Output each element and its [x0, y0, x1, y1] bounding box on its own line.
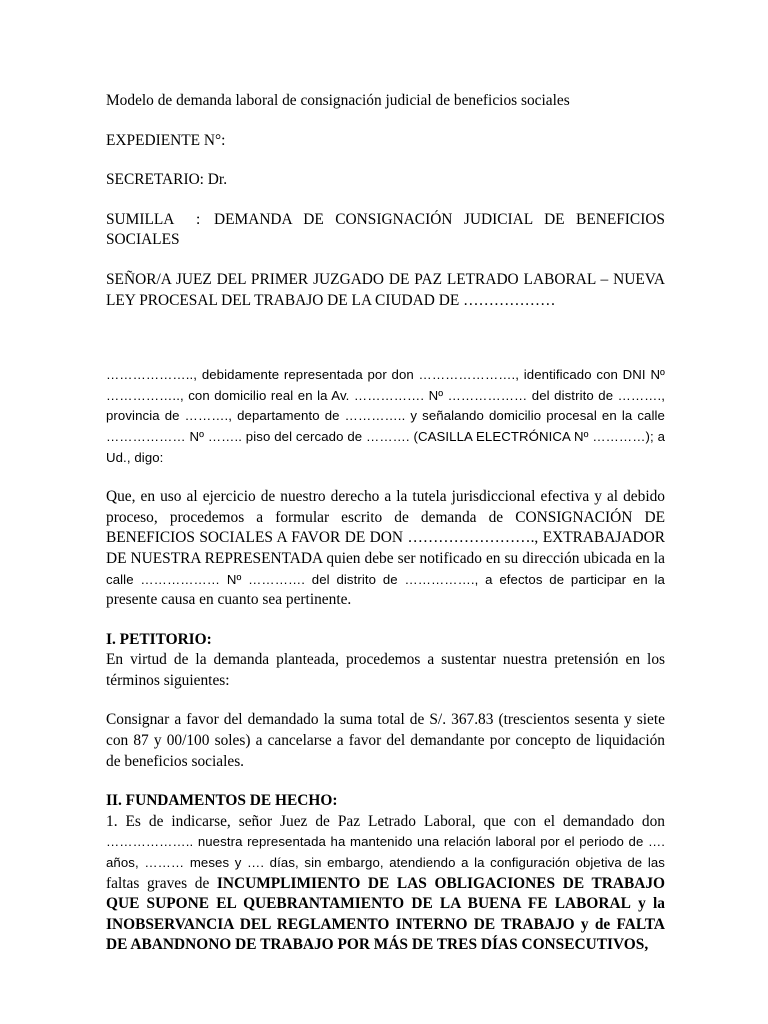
fundamentos-line6-plain: y de — [580, 915, 611, 933]
fundamentos-line6-end: , — [644, 936, 649, 954]
sumilla-block — [106, 210, 665, 251]
que-part2: calle ……………… Nº …………. del distrito de ……………., a efectos de participar en la — [106, 571, 665, 587]
petitorio-text1: En virtud de la demanda planteada, procedemos a sustentar nuestra pretensión en los términos siguientes: — [106, 651, 665, 689]
fundamentos-line4-plain: faltas graves de — [106, 874, 210, 892]
sumilla-label: SUMILLA — [106, 210, 175, 228]
intro-part1: ……………….., — [106, 367, 198, 383]
sumilla-colon: : — [196, 210, 201, 228]
fundamentos-paragraph — [106, 812, 665, 956]
petitorio-title: I. PETITORIO: — [106, 630, 212, 648]
que-paragraph — [106, 487, 665, 611]
fundamentos-line5-plain: y la — [638, 895, 666, 913]
que-part1: Que, en uso al ejercicio de nuestro derecho a la tutela jurisdiccional efectiva y al debido proceso, procedemos a formular escrito de demanda de CONSIGNACIÓN DE BENEFICIOS SOCIALES A FAVOR DE DON ……………………., EXTRABAJADOR DE NUESTRA REPRESENTADA quien debe ser notificado en su dirección ubicada en la — [106, 488, 665, 567]
intro-paragraph — [106, 365, 665, 468]
secretario-line: SECRETARIO: Dr. — [106, 171, 228, 189]
petitorio-text2: Consignar a favor del demandado la suma total de S/. 367.83 (trescientos sesenta y siete con 87 y 00/100 soles) a cancelarse a favor del demandante por concepto de liquidación de beneficios sociales. — [106, 711, 665, 770]
intro-part2: debidamente representada por don …………………., identificado con DNI — [201, 367, 646, 383]
fundamentos-line2: ……………….. nuestra representada ha mantenido una relación laboral por el periodo de …. — [106, 834, 665, 850]
addressee-block: SEÑOR/A JUEZ DEL PRIMER JUZGADO DE PAZ LETRADO LABORAL – NUEVA LEY PROCESAL DEL TRABAJO DE LA CIUDAD DE ……………… — [106, 270, 665, 309]
fundamentos-line6-bold: FALTA DE ABANDNONO DE TRABAJO POR MÁS DE TRES DÍAS CONSECUTIVOS — [106, 915, 665, 954]
sumilla-text: DEMANDA DE CONSIGNACIÓN JUDICIAL DE BENEFICIOS SOCIALES — [106, 210, 665, 249]
expediente-line: EXPEDIENTE N°: — [106, 131, 226, 149]
fundamentos-line5-bold: INOBSERVANCIA DEL REGLAMENTO INTERNO DE TRABAJO — [106, 915, 575, 933]
intro-part3: Nº …………….., con domicilio real en la Av. ……………. Nº ……………… del distrito de ………., provincia de ………., departamento de ………….. y señalando domicilio procesal en la calle ……………… Nº …….. piso del cercado de ………. (CASILLA ELECTRÓNICA Nº …………); a Ud., digo: — [106, 367, 665, 465]
fundamentos-line3: años, ……… meses y …. días, sin embargo, atendiendo a la configuración objetiva de las — [106, 855, 665, 871]
fundamentos-title: II. FUNDAMENTOS DE HECHO: — [106, 792, 338, 810]
que-part3: presente causa en cuanto sea pertinente. — [106, 591, 352, 609]
fundamentos-line1: 1. Es de indicarse, señor Juez de Paz Letrado Laboral, que con el demandado don — [106, 812, 665, 830]
document-heading: Modelo de demanda laboral de consignación judicial de beneficios sociales — [106, 92, 570, 109]
fundamentos-line4-bold: INCUMPLIMIENTO DE LAS OBLIGACIONES DE TRABAJO QUE SUPONE EL QUEBRANTAMIENTO DE LA BUENA FE LABORAL — [106, 874, 665, 913]
